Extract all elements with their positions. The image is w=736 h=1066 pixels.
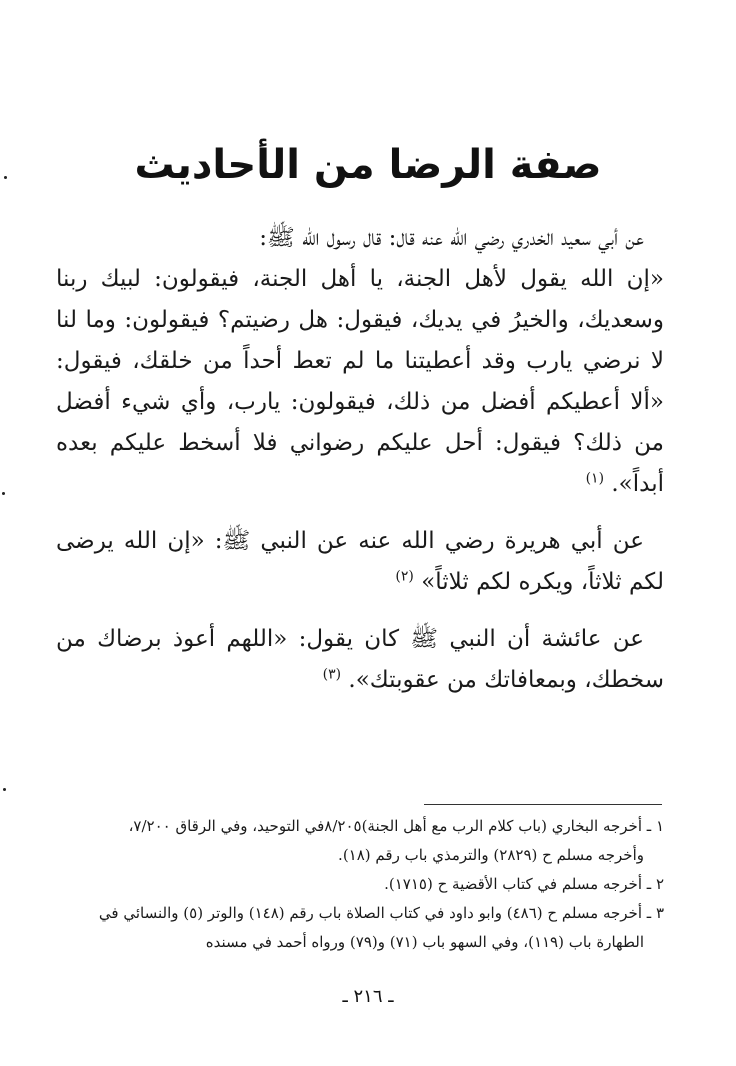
footnotes bbox=[56, 812, 664, 957]
hadith-3-text: عن عائشة أن النبي ﷺ كان يقول: «اللهم أعوذ برضاك من سخطك، وبمعافاتك من عقوبتك». bbox=[56, 626, 664, 693]
scan-mark bbox=[4, 176, 7, 179]
hadith-1 bbox=[56, 259, 664, 505]
scan-mark bbox=[3, 788, 6, 791]
hadith-2 bbox=[56, 521, 664, 603]
footnote-1-line-2: وأخرجه مسلم ح (٢٨٢٩) والترمذي باب رقم (١٨). bbox=[338, 846, 644, 864]
scan-mark bbox=[2, 492, 5, 495]
hadith-1-text: «إن الله يقول لأهل الجنة، يا أهل الجنة، فيقولون: لبيك ربنا وسعديك، والخيرُ في يديك، فيقول: هل رضيتم؟ فيقولون: وما لنا لا نرضي يارب وقد أعطيتنا ما لم تعط أحداً من خلقك، فيقول: «ألا أعطيكم أفضل من ذلك، فيقولون: يارب، وأي شيء أفضل من ذلك؟ فيقول: أحل عليكم رضواني فلا أسخط عليكم بعده أبداً». bbox=[56, 266, 664, 497]
footnote-1-line-1: ١ ـ أخرجه البخاري (باب كلام الرب مع أهل الجنة)٨/٢٠٥في التوحيد، وفي الرقاق ٧/٢٠٠، bbox=[128, 817, 664, 835]
footnote-3-line-2: الطهارة باب (١١٩)، وفي السهو باب (٧١) و(٧٩) ورواه أحمد في مسنده bbox=[205, 933, 644, 951]
footnote-3-line-1: ٣ ـ أخرجه مسلم ح (٤٨٦) وابو داود في كتاب الصلاة باب رقم (١٤٨) والوتر (٥) والنسائي في bbox=[98, 904, 664, 922]
footnote-ref-3: (٣) bbox=[322, 666, 342, 683]
page-number: ـ ٢١٦ ـ bbox=[342, 986, 394, 1007]
footnote-ref-1: (١) bbox=[585, 470, 605, 487]
footnote-ref-2: (٢) bbox=[395, 568, 414, 585]
footnote-divider bbox=[424, 804, 662, 805]
page-title: صفة الرضا من الأحاديث bbox=[134, 141, 602, 188]
main-text bbox=[56, 218, 664, 701]
hadith-1-intro: عن أبي سعيد الخدري رضي الله عنه قال: قال رسول الله ﷺ: bbox=[259, 225, 644, 251]
hadith-3 bbox=[56, 619, 664, 701]
hadith-2-text: عن أبي هريرة رضي الله عنه عن النبي ﷺ: «إن الله يرضى لكم ثلاثاً، ويكره لكم ثلاثاً» bbox=[56, 528, 664, 595]
footnote-2-line-1: ٢ ـ أخرجه مسلم في كتاب الأقضية ح (١٧١٥). bbox=[384, 875, 664, 893]
